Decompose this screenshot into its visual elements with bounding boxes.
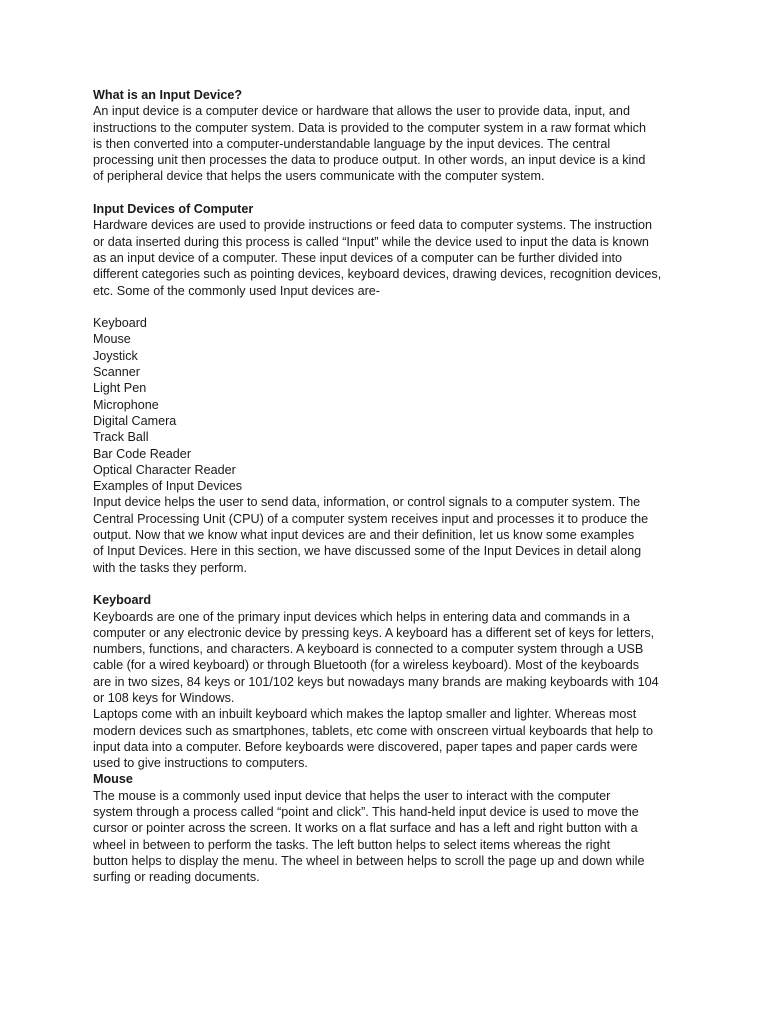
paragraph-line: modern devices such as smartphones, tablets, etc come with onscreen virtual keyboards that help to xyxy=(93,723,654,738)
paragraph-line: output. Now that we know what input devices are and their definition, let us know some examples xyxy=(93,528,635,543)
paragraph-line: are in two sizes, 84 keys or 101/102 keys but nowadays many brands are making keyboards with 104 xyxy=(93,674,659,689)
paragraph-line: of peripheral device that helps the users communicate with the computer system. xyxy=(93,169,545,184)
paragraph-line: Hardware devices are used to provide instructions or feed data to computer systems. The instruction xyxy=(93,218,653,233)
list-item: Mouse xyxy=(93,332,131,347)
list-item: Microphone xyxy=(93,397,159,412)
paragraph-line: An input device is a computer device or hardware that allows the user to provide data, input, and xyxy=(93,104,630,119)
paragraph-line: processing unit then processes the data to produce output. In other words, an input device is a kind xyxy=(93,153,646,168)
paragraph-line: different categories such as pointing devices, keyboard devices, drawing devices, recognition devices, xyxy=(93,267,662,282)
heading-input-devices-of-computer: Input Devices of Computer xyxy=(93,202,254,217)
paragraph-line: used to give instructions to computers. xyxy=(93,756,308,771)
paragraph-line: button helps to display the menu. The wheel in between helps to scroll the page up and down while xyxy=(93,853,645,868)
list-item: Optical Character Reader xyxy=(93,462,236,477)
list-item: Digital Camera xyxy=(93,413,177,428)
list-item: Examples of Input Devices xyxy=(93,479,243,494)
paragraph-line: Input device helps the user to send data, information, or control signals to a computer system. The xyxy=(93,495,641,510)
paragraph-line: input data into a computer. Before keyboards were discovered, paper tapes and paper cards were xyxy=(93,739,638,754)
paragraph-line: cursor or pointer across the screen. It works on a flat surface and has a left and right button with a xyxy=(93,821,638,836)
list-item: Keyboard xyxy=(93,316,147,331)
blank-line xyxy=(93,576,683,592)
list-item: Joystick xyxy=(93,348,138,363)
paragraph-line: numbers, functions, and characters. A keyboard is connected to a computer system through a USB xyxy=(93,642,644,657)
list-item: Track Ball xyxy=(93,430,149,445)
paragraph-line: as an input device of a computer. These input devices of a computer can be further divided into xyxy=(93,250,623,265)
paragraph-line: or data inserted during this process is called “Input” while the device used to input the data is known xyxy=(93,234,649,249)
heading-mouse: Mouse xyxy=(93,772,133,787)
blank-line xyxy=(93,299,683,315)
paragraph-line: Keyboards are one of the primary input devices which helps in entering data and commands in a xyxy=(93,609,630,624)
list-item: Bar Code Reader xyxy=(93,446,192,461)
list-item: Light Pen xyxy=(93,381,147,396)
paragraph-line: is then converted into a computer-understandable language by the input devices. The central xyxy=(93,136,611,151)
paragraph-line: system through a process called “point and click”. This hand-held input device is used to move the xyxy=(93,805,639,820)
list-item: Scanner xyxy=(93,365,140,380)
paragraph-line: Central Processing Unit (CPU) of a computer system receives input and processes it to produce the xyxy=(93,511,649,526)
paragraph-line: Laptops come with an inbuilt keyboard which makes the laptop smaller and lighter. Whereas most xyxy=(93,707,637,722)
paragraph-line: cable (for a wired keyboard) or through Bluetooth (for a wireless keyboard). Most of the keyboards xyxy=(93,658,639,673)
paragraph-line: of Input Devices. Here in this section, we have discussed some of the Input Devices in detail along xyxy=(93,544,642,559)
paragraph-line: instructions to the computer system. Data is provided to the computer system in a raw format which xyxy=(93,120,646,135)
paragraph-line: The mouse is a commonly used input device that helps the user to interact with the computer xyxy=(93,788,611,803)
heading-what-is-input-device: What is an Input Device? xyxy=(93,88,243,102)
paragraph-line: surfing or reading documents. xyxy=(93,870,260,885)
paragraph-line: etc. Some of the commonly used Input devices are- xyxy=(93,283,380,298)
blank-line xyxy=(93,185,683,201)
heading-keyboard: Keyboard xyxy=(93,593,152,608)
paragraph-line: with the tasks they perform. xyxy=(93,560,247,575)
paragraph-line: or 108 keys for Windows. xyxy=(93,690,235,705)
paragraph-line: wheel in between to perform the tasks. The left button helps to select items whereas the right xyxy=(93,837,611,852)
paragraph-line: computer or any electronic device by pressing keys. A keyboard has a different set of keys for letters, xyxy=(93,625,655,640)
document-page xyxy=(93,87,683,886)
